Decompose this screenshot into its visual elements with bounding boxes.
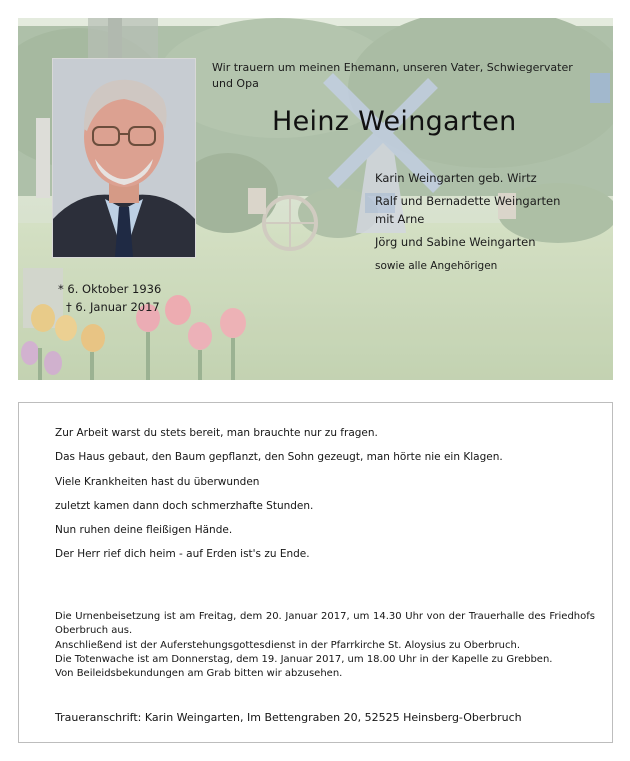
poem [55, 425, 595, 571]
intro-line: und Opa [212, 77, 259, 90]
deceased-name: Heinz Weingarten [272, 106, 517, 137]
poem-line: Nun ruhen deine fleißigen Hände. [55, 524, 233, 537]
family-member: mit Arne [375, 212, 425, 226]
family-member: Ralf und Bernadette Weingarten [375, 194, 561, 208]
family-member: Karin Weingarten geb. Wirtz [375, 171, 537, 185]
funeral-notice [55, 610, 595, 681]
poem-line: Der Herr rief dich heim - auf Erden ist's zu Ende. [55, 548, 310, 561]
portrait-photo [52, 58, 196, 258]
memorial-card-top [18, 18, 613, 380]
memorial-card-bottom [18, 402, 613, 743]
family-member: sowie alle Angehörigen [375, 260, 498, 272]
death-date: † 6. Januar 2017 [66, 300, 160, 314]
service-text: Anschließend ist der Auferstehungsgottesdienst in der Pfarrkirche St. Aloysius zu Oberbruch. [55, 639, 521, 651]
vigil-text: Die Totenwache ist am Donnerstag, dem 19. Januar 2017, um 18.00 Uhr in der Kapelle zu Grebben. [55, 653, 553, 665]
urn-burial-text: Die Urnenbeisetzung ist am Freitag, dem 20. Januar 2017, um 14.30 Uhr von der Trauerhalle des Friedhofs Oberbruch aus. [55, 611, 595, 637]
family-list [375, 169, 607, 275]
family-member: Jörg und Sabine Weingarten [375, 235, 536, 249]
poem-line: Das Haus gebaut, den Baum gepflanzt, den Sohn gezeugt, man hörte nie ein Klagen. [55, 451, 503, 464]
condolences-text: Von Beileidsbekundungen am Grab bitten wir abzusehen. [55, 668, 343, 680]
poem-line: Viele Krankheiten hast du überwunden [55, 475, 260, 488]
mourning-address: Traueranschrift: Karin Weingarten, Im Bettengraben 20, 52525 Heinsberg-Oberbruch [55, 711, 522, 724]
birth-date: * 6. Oktober 1936 [58, 282, 162, 296]
life-dates [58, 280, 161, 316]
intro-text [212, 60, 602, 92]
poem-line: Zur Arbeit warst du stets bereit, man brauchte nur zu fragen. [55, 427, 378, 439]
intro-line: Wir trauern um meinen Ehemann, unseren Vater, Schwiegervater [212, 61, 573, 74]
poem-line: zuletzt kamen dann doch schmerzhafte Stunden. [55, 499, 314, 512]
